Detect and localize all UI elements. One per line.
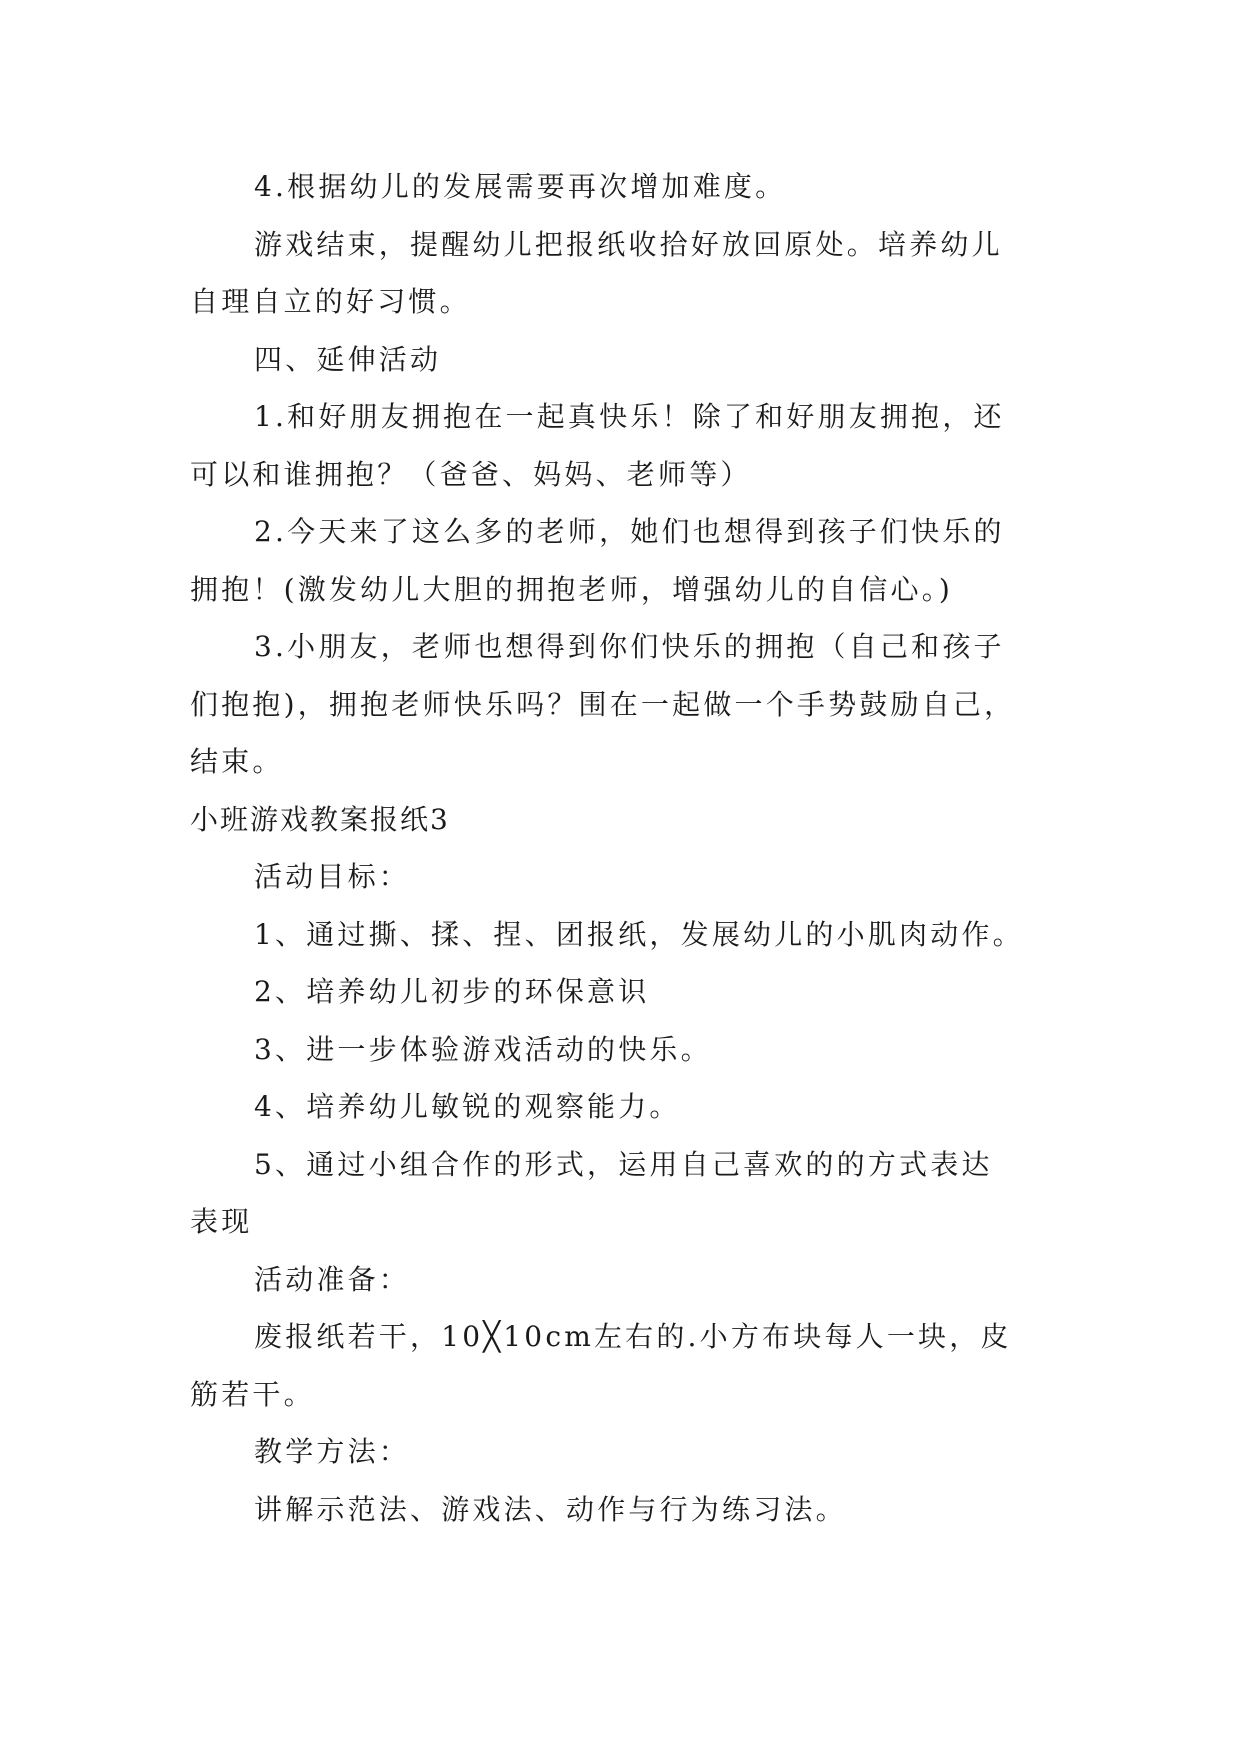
text-line: 结束。 — [190, 745, 284, 778]
text-line: 四、延伸活动 — [254, 342, 442, 376]
text-line: 废报纸若干，10╳10cm左右的.小方布块每人一块，皮 — [254, 1320, 1012, 1353]
text-line: 游戏结束，提醒幼儿把报纸收拾好放回原处。培养幼儿 — [254, 227, 1003, 261]
paragraph-step-4 — [190, 158, 1070, 216]
label-teaching-methods — [190, 1423, 1070, 1481]
text-line: 活动准备： — [254, 1262, 411, 1296]
title-line: 小班游戏教案报纸3 — [190, 802, 450, 836]
text-line: 2、培养幼儿初步的环保意识 — [254, 975, 650, 1008]
text-line: 筋若干。 — [190, 1377, 315, 1411]
text-line: 1.和好朋友拥抱在一起真快乐！除了和好朋友拥抱，还 — [254, 400, 1005, 433]
text-line: 讲解示范法、游戏法、动作与行为练习法。 — [254, 1492, 847, 1526]
text-line: 们抱抱)，拥抱老师快乐吗？围在一起做一个手势鼓励自己， — [190, 687, 1016, 721]
text-line: 5、通过小组合作的形式，运用自己喜欢的的方式表达 — [254, 1147, 993, 1181]
text-line: 表现 — [190, 1205, 253, 1238]
document-title-lesson-3 — [190, 791, 1070, 849]
paragraph-extension-1 — [190, 388, 1070, 503]
text-line: 4、培养幼儿敏锐的观察能力。 — [254, 1090, 681, 1123]
text-line: 4.根据幼儿的发展需要再次增加难度。 — [254, 170, 787, 203]
goal-item-2 — [190, 963, 1070, 1021]
goal-item-4 — [190, 1078, 1070, 1136]
text-line: 拥抱！(激发幼儿大胆的拥抱老师，增强幼儿的自信心。) — [190, 572, 954, 606]
text-line: 可以和谁拥抱？（爸爸、妈妈、老师等） — [190, 457, 752, 491]
paragraph-game-end — [190, 216, 1070, 331]
label-activity-preparation — [190, 1251, 1070, 1309]
paragraph-methods — [190, 1481, 1070, 1539]
goal-item-1 — [190, 906, 1070, 964]
paragraph-extension-2 — [190, 503, 1070, 618]
paragraph-extension-3 — [190, 618, 1070, 791]
goal-item-3 — [190, 1021, 1070, 1079]
text-line: 教学方法： — [254, 1435, 411, 1468]
text-line: 3、进一步体验游戏活动的快乐。 — [254, 1032, 712, 1066]
text-line: 1、通过撕、揉、捏、团报纸，发展幼儿的小肌肉动作。 — [254, 917, 1024, 951]
text-line: 活动目标： — [254, 860, 411, 893]
document-body — [190, 158, 1070, 1538]
section-heading-extension — [190, 331, 1070, 389]
text-line: 3.小朋友，老师也想得到你们快乐的拥抱（自己和孩子 — [254, 630, 1005, 663]
text-line: 2.今天来了这么多的老师，她们也想得到孩子们快乐的 — [254, 515, 1005, 548]
paragraph-materials — [190, 1308, 1070, 1423]
goal-item-5 — [190, 1136, 1070, 1251]
label-activity-goals — [190, 848, 1070, 906]
text-line: 自理自立的好习惯。 — [190, 285, 471, 318]
